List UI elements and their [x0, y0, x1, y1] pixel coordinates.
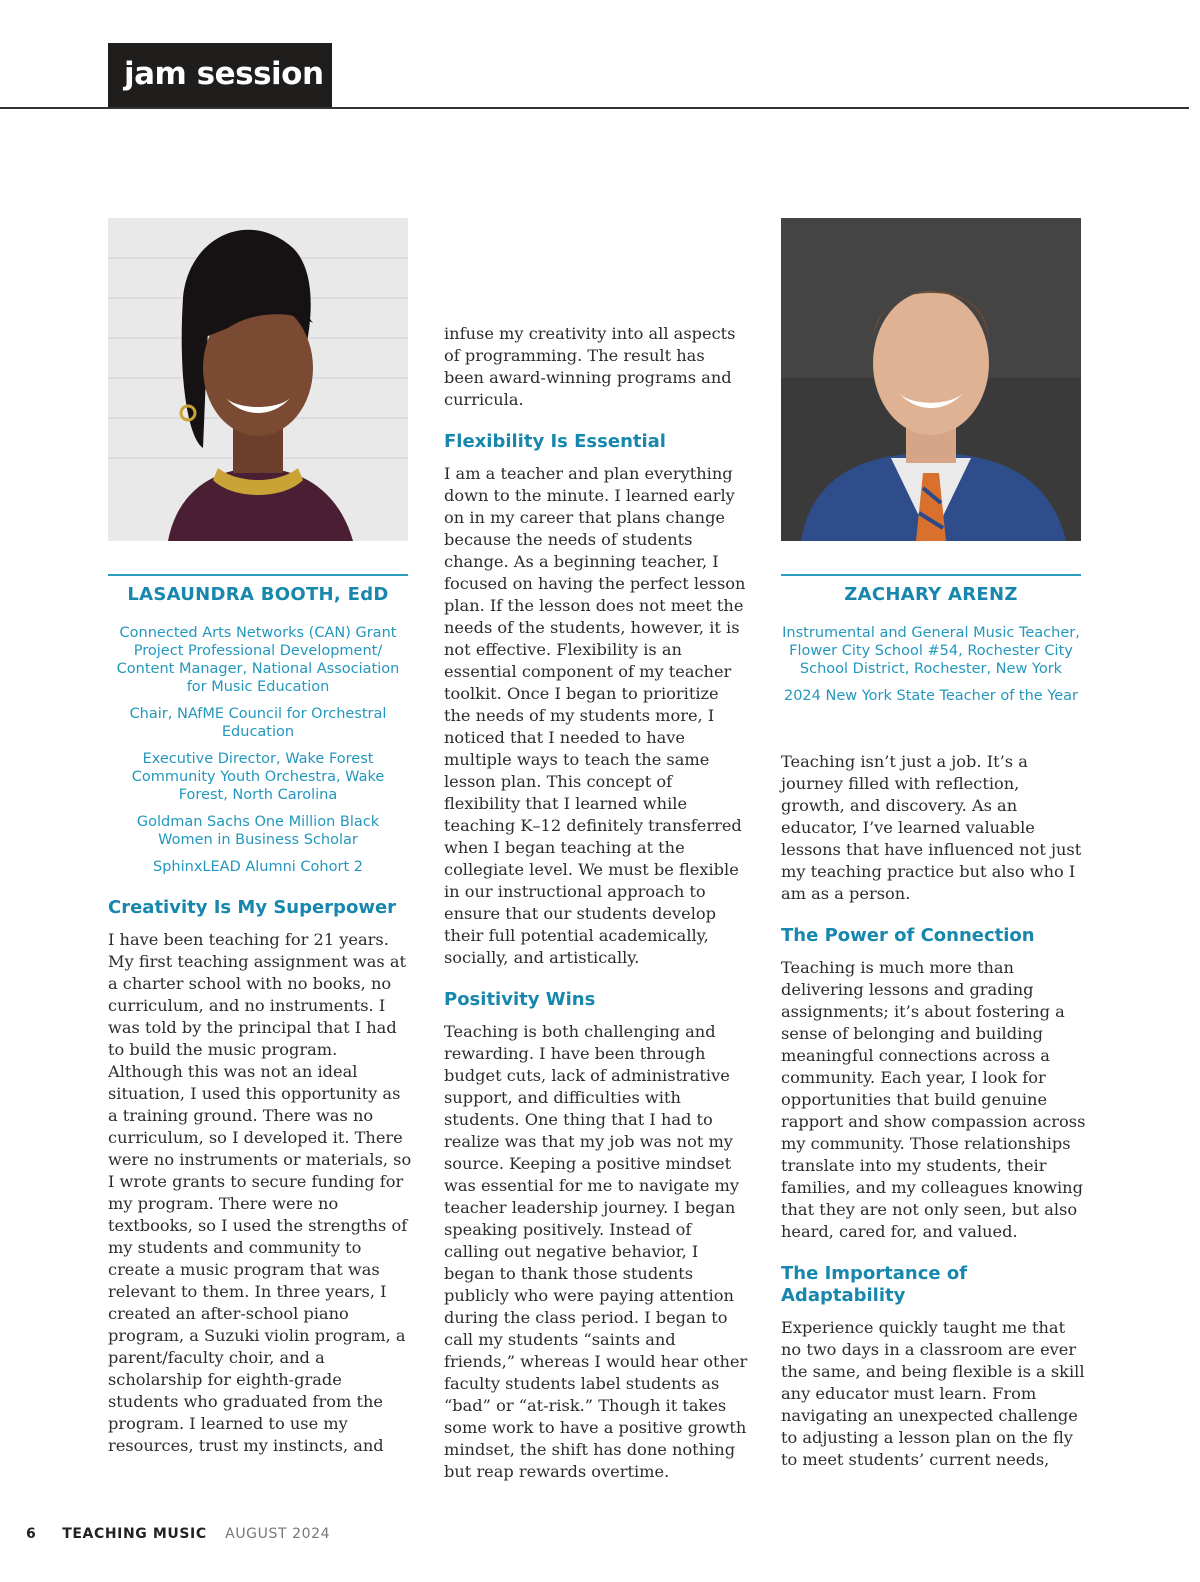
credential-line: Connected Arts Networks (CAN) Grant Project Professional Development/ Content Manager, National Association for Music Education — [116, 625, 400, 695]
credential-line: Instrumental and General Music Teacher, Flower City School #54, Rochester City School District, Rochester, New York — [782, 625, 1080, 677]
article-column-3 — [781, 751, 1086, 1471]
body-text: Teaching isn’t just a job. It’s a journey filled with reflection, growth, and discovery. As an educator, I’ve learned valuable lessons that have influenced not just my teaching practice but also who I am as a person. — [781, 752, 1082, 903]
credential-line: SphinxLEAD Alumni Cohort 2 — [153, 859, 363, 875]
body-text: Experience quickly taught me that no two days in a classroom are ever the same, and being flexible is a skill any educator must learn. From navigating an unexpected challenge to adjusting a lesson plan on the fly to meet students’ current needs, — [781, 1318, 1085, 1469]
profile-credentials — [108, 624, 408, 885]
section-heading: Flexibility Is Essential — [444, 431, 666, 452]
page-number: 6 — [26, 1526, 36, 1542]
credential-line: Goldman Sachs One Million Black Women in Business Scholar — [136, 814, 380, 848]
portrait-photo-booth — [108, 218, 408, 541]
article-column-2 — [444, 323, 749, 1483]
name-rule — [781, 574, 1081, 576]
profile-credentials — [781, 624, 1081, 714]
issue-date: AUGUST 2024 — [225, 1526, 331, 1542]
body-text: infuse my creativity into all aspects of programming. The result has been award-winning programs and curricula. — [444, 324, 736, 409]
credential-line: 2024 New York State Teacher of the Year — [783, 688, 1079, 704]
header-rule — [0, 107, 1189, 109]
section-heading: Positivity Wins — [444, 989, 596, 1010]
body-text: I have been teaching for 21 years. My first teaching assignment was at a charter school with no books, no curriculum, and no instruments. I was told by the principal that I had to build the music program. Although this was not an ideal situation, I used this opportunity as a training ground. There was no curriculum, so I developed it. There were no instruments or materials, so I wrote grants to secure funding for my program. There were no textbooks, so I used the strengths of my students and community to create a music program that was relevant to them. In three years, I created an after-school piano program, a Suzuki violin program, a parent/faculty choir, and a scholarship for eighth-grade students who graduated from the program. I learned to use my resources, trust my instincts, and — [108, 930, 412, 1455]
section-tag: jam session — [108, 43, 332, 108]
credential-line: Executive Director, Wake Forest Community Youth Orchestra, Wake Forest, North Carolina — [131, 751, 385, 803]
profile-name: ZACHARY ARENZ — [844, 584, 1018, 605]
portrait-photo-arenz — [781, 218, 1081, 541]
section-heading: The Importance of Adaptability — [781, 1263, 968, 1306]
body-text: Teaching is both challenging and rewarding. I have been through budget cuts, lack of administrative support, and difficulties with students. One thing that I had to realize was that my job was not my source. Keeping a positive mindset was essential for me to navigate my teacher leadership journey. I began speaking positively. Instead of calling out negative behavior, I began to thank those students publicly who were paying attention during the class period. I began to call my students “saints and friends,” whereas I would hear other faculty students label students as “bad” or “at-risk.” Though it takes some work to have a positive growth mindset, the shift has done nothing but reap rewards overtime. — [444, 1022, 748, 1481]
body-text: Teaching is much more than delivering lessons and grading assignments; it’s about fostering a sense of belonging and building meaningful connections across a community. Each year, I look for opportunities that build genuine rapport and show compassion across my community. Those relationships translate into my students, their families, and my colleagues knowing that they are not only seen, but also heard, cared for, and valued. — [781, 958, 1086, 1241]
section-heading: Creativity Is My Superpower — [108, 897, 397, 918]
page-footer — [26, 1526, 330, 1542]
name-rule — [108, 574, 408, 576]
article-column-1 — [108, 897, 413, 1457]
profile-name: LASAUNDRA BOOTH, EdD — [127, 584, 389, 605]
section-heading: The Power of Connection — [781, 925, 1035, 946]
magazine-title: TEACHING MUSIC — [62, 1526, 207, 1542]
credential-line: Chair, NAfME Council for Orchestral Education — [129, 706, 387, 740]
body-text: I am a teacher and plan everything down to the minute. I learned early on in my career that plans change because the needs of students change. As a beginning teacher, I focused on having the perfect lesson plan. If the lesson does not meet the needs of the students, however, it is not effective. Flexibility is an essential component of my teacher toolkit. Once I began to prioritize the needs of my students more, I noticed that I needed to have multiple ways to teach the same lesson plan. This concept of flexibility that I learned while teaching K–12 definitely transferred when I began teaching at the collegiate level. We must be flexible in our instructional approach to ensure that our students develop their full potential academically, socially, and artistically. — [444, 464, 746, 967]
